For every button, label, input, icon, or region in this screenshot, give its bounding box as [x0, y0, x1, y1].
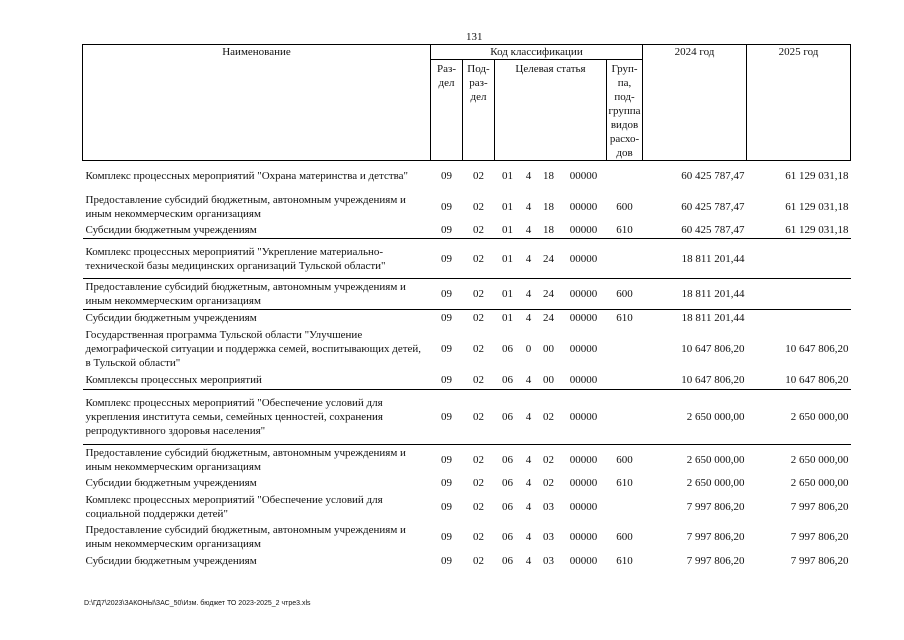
cell-t2: 4	[525, 200, 532, 213]
cell-t1: 06	[502, 531, 513, 543]
cell-t4: 00000	[569, 312, 598, 325]
cell-group: 600	[616, 200, 633, 213]
cell-y2025: 10 647 806,20	[747, 371, 851, 390]
cell-group	[607, 492, 643, 522]
cell-t3: 24	[537, 279, 561, 310]
cell-y2024: 18 811 201,44	[643, 279, 747, 310]
table-row	[83, 161, 851, 192]
cell-y2024: 10 647 806,20	[643, 371, 747, 390]
cell-group	[607, 161, 643, 192]
table-row	[83, 192, 851, 222]
table-row	[83, 239, 851, 279]
cell-t3: 00	[537, 371, 561, 390]
cell-y2025: 7 997 806,20	[790, 500, 849, 513]
cell-t1: 01	[495, 239, 521, 279]
cell-group: 610	[616, 312, 633, 325]
cell-group: 600	[607, 279, 643, 310]
cell-razdel: 09	[431, 279, 463, 310]
cell-name: Комплекс процессных мероприятий "Укрепление материально-технической базы медицинских организаций Тульской области"	[83, 239, 431, 279]
table-row	[83, 390, 851, 445]
cell-podrazdel: 02	[473, 531, 484, 543]
cell-group: 600	[616, 531, 633, 543]
cell-t4: 00000	[569, 453, 598, 466]
cell-y2025	[747, 239, 851, 279]
cell-t1: 06	[502, 500, 513, 513]
cell-t1: 06	[495, 371, 521, 390]
cell-t4: 00000	[569, 477, 598, 489]
cell-razdel: 09	[431, 390, 463, 445]
cell-t3: 24	[543, 312, 554, 325]
cell-razdel: 09	[441, 477, 452, 489]
table-row	[83, 222, 851, 239]
cell-razdel: 09	[441, 531, 452, 543]
cell-podrazdel: 02	[473, 200, 484, 213]
cell-y2024: 7 997 806,20	[686, 500, 745, 513]
cell-podrazdel: 02	[473, 453, 484, 466]
cell-razdel: 09	[431, 222, 463, 239]
cell-podrazdel: 02	[463, 279, 495, 310]
cell-y2025: 10 647 806,20	[785, 342, 849, 355]
col-razdel-header: Раз-дел	[431, 60, 463, 161]
cell-group: 600	[616, 453, 633, 466]
cell-name: Комплекс процессных мероприятий "Охрана материнства и детства"	[85, 170, 409, 183]
cell-y2024: 2 650 000,00	[643, 390, 747, 445]
cell-t1: 06	[502, 342, 513, 355]
cell-t4: 00000	[569, 170, 598, 183]
cell-y2024: 2 650 000,00	[686, 477, 745, 489]
cell-t2: 4	[525, 500, 532, 513]
cell-t3: 03	[543, 500, 554, 513]
cell-t2: 4	[521, 371, 537, 390]
cell-razdel: 09	[441, 312, 452, 325]
cell-razdel: 09	[441, 170, 452, 183]
cell-t3: 18	[543, 200, 554, 213]
col-target-header: Целевая статья	[495, 60, 607, 161]
cell-y2025: 2 650 000,00	[747, 390, 851, 445]
cell-t4: 00000	[569, 500, 598, 513]
cell-t1: 01	[502, 312, 513, 325]
cell-podrazdel: 02	[473, 477, 484, 489]
cell-y2024: 18 811 201,44	[643, 239, 747, 279]
table-row	[83, 371, 851, 390]
cell-y2025: 61 129 031,18	[785, 200, 849, 213]
table-row	[83, 492, 851, 522]
cell-t3: 02	[543, 477, 554, 489]
cell-y2024: 60 425 787,47	[681, 170, 745, 183]
col-podrazdel-header: Под-раз-дел	[463, 60, 495, 161]
cell-y2024: 7 997 806,20	[686, 531, 745, 543]
cell-podrazdel: 02	[473, 312, 484, 325]
cell-t3: 02	[543, 453, 554, 466]
cell-name: Предоставление субсидий бюджетным, автономным учреждениям и иным некоммерческим организациям	[83, 279, 431, 310]
cell-t2: 0	[525, 342, 532, 355]
cell-group: 610	[607, 222, 643, 239]
cell-y2024: 18 811 201,44	[681, 312, 745, 325]
cell-t2: 4	[525, 555, 532, 567]
cell-t2: 4	[521, 222, 537, 239]
table-row	[83, 279, 851, 310]
cell-y2025: 7 997 806,20	[790, 531, 849, 543]
cell-t3: 24	[537, 239, 561, 279]
cell-t3: 03	[543, 531, 554, 543]
cell-y2024: 10 647 806,20	[681, 342, 745, 355]
cell-podrazdel: 02	[473, 170, 484, 183]
cell-t1: 06	[502, 555, 513, 567]
cell-name: Государственная программа Тульской области "Улучшение демографической ситуации и поддержка семей, воспитывающих детей, в Тульской области"	[85, 328, 422, 369]
cell-name: Предоставление субсидий бюджетным, автономным учреждениям и иным некоммерческим организациям	[85, 193, 406, 220]
cell-razdel: 09	[441, 453, 452, 466]
cell-t4: 00000	[569, 531, 598, 543]
col-group-header: Груп-па, под-группа видов расхо-дов	[607, 60, 643, 161]
cell-razdel: 09	[441, 200, 452, 213]
col-name-header: Наименование	[83, 45, 431, 161]
cell-group: 610	[616, 555, 633, 567]
cell-t1: 01	[495, 279, 521, 310]
col-2024-header: 2024 год	[643, 45, 747, 161]
cell-y2025: 61 129 031,18	[785, 170, 849, 183]
cell-razdel: 09	[441, 500, 452, 513]
budget-table	[82, 44, 851, 570]
file-path-footer: D:\ГД7\2023\ЗАКОНЫ\ЗАС_50\Изм. бюджет ТО 2023-2025_2 чтре3.xls	[84, 600, 311, 607]
cell-y2025	[747, 279, 851, 310]
cell-y2024: 60 425 787,47	[681, 200, 745, 213]
cell-name: Комплексы процессных мероприятий	[83, 371, 431, 390]
table-row	[83, 522, 851, 553]
cell-t4: 00000	[561, 279, 607, 310]
cell-t1: 01	[502, 170, 513, 183]
cell-t2: 4	[525, 170, 532, 183]
cell-t4: 00000	[569, 200, 598, 213]
cell-group: 610	[616, 477, 633, 489]
cell-podrazdel: 02	[463, 239, 495, 279]
cell-y2025: 2 650 000,00	[790, 477, 849, 489]
cell-y2025: 7 997 806,20	[790, 555, 849, 567]
cell-t2: 4	[525, 477, 532, 489]
cell-y2025: 61 129 031,18	[747, 222, 851, 239]
cell-razdel: 09	[431, 239, 463, 279]
cell-podrazdel: 02	[463, 371, 495, 390]
cell-name: Предоставление субсидий бюджетным, автономным учреждениям и иным некоммерческим организациям	[85, 446, 406, 473]
cell-t3: 18	[543, 170, 554, 183]
cell-razdel: 09	[441, 342, 452, 355]
cell-name: Субсидии бюджетным учреждениям	[83, 222, 431, 239]
cell-t1: 06	[495, 390, 521, 445]
table-row	[83, 310, 851, 327]
cell-y2024: 2 650 000,00	[686, 453, 745, 466]
cell-podrazdel: 02	[473, 342, 484, 355]
cell-y2024: 7 997 806,20	[686, 555, 745, 567]
table-row	[83, 475, 851, 492]
cell-t3: 18	[537, 222, 561, 239]
cell-razdel: 09	[431, 371, 463, 390]
cell-name: Комплекс процессных мероприятий "Обеспечение условий для социальной поддержки детей"	[85, 493, 383, 520]
cell-podrazdel: 02	[473, 555, 484, 567]
cell-name: Субсидии бюджетным учреждениям	[85, 477, 257, 489]
cell-t2: 4	[525, 312, 532, 325]
cell-podrazdel: 02	[463, 390, 495, 445]
cell-t4: 00000	[569, 555, 598, 567]
cell-t2: 4	[525, 453, 532, 466]
cell-t4: 00000	[569, 342, 598, 355]
cell-y2025	[747, 310, 851, 327]
cell-t2: 4	[521, 239, 537, 279]
cell-t4: 00000	[561, 371, 607, 390]
cell-t2: 4	[521, 279, 537, 310]
cell-name: Субсидии бюджетным учреждениям	[85, 312, 257, 325]
cell-t3: 03	[543, 555, 554, 567]
col-code-header: Код классификации	[431, 45, 643, 60]
cell-group	[607, 239, 643, 279]
cell-t4: 00000	[561, 390, 607, 445]
cell-name: Субсидии бюджетным учреждениям	[85, 555, 257, 567]
table-row	[83, 553, 851, 570]
cell-t1: 01	[495, 222, 521, 239]
cell-y2024: 60 425 787,47	[643, 222, 747, 239]
cell-t1: 06	[502, 477, 513, 489]
col-2025-header: 2025 год	[747, 45, 851, 161]
cell-name: Комплекс процессных мероприятий "Обеспечение условий для укрепления института семьи, семейных ценностей, сохранения репродуктивного здоровья населения"	[83, 390, 431, 445]
cell-name: Предоставление субсидий бюджетным, автономным учреждениям и иным некоммерческим организациям	[85, 524, 406, 550]
cell-group	[607, 390, 643, 445]
cell-t4: 00000	[561, 239, 607, 279]
cell-t2: 4	[521, 390, 537, 445]
cell-t1: 01	[502, 200, 513, 213]
cell-t2: 4	[525, 531, 532, 543]
cell-t3: 00	[543, 342, 554, 355]
cell-group	[607, 371, 643, 390]
page-number: 131	[466, 31, 483, 43]
cell-podrazdel: 02	[463, 222, 495, 239]
table-row	[83, 327, 851, 371]
cell-y2025: 2 650 000,00	[790, 453, 849, 466]
cell-group	[607, 327, 643, 371]
cell-t3: 02	[537, 390, 561, 445]
cell-podrazdel: 02	[473, 500, 484, 513]
cell-t1: 06	[502, 453, 513, 466]
cell-t4: 00000	[561, 222, 607, 239]
cell-razdel: 09	[441, 555, 452, 567]
table-row	[83, 445, 851, 475]
